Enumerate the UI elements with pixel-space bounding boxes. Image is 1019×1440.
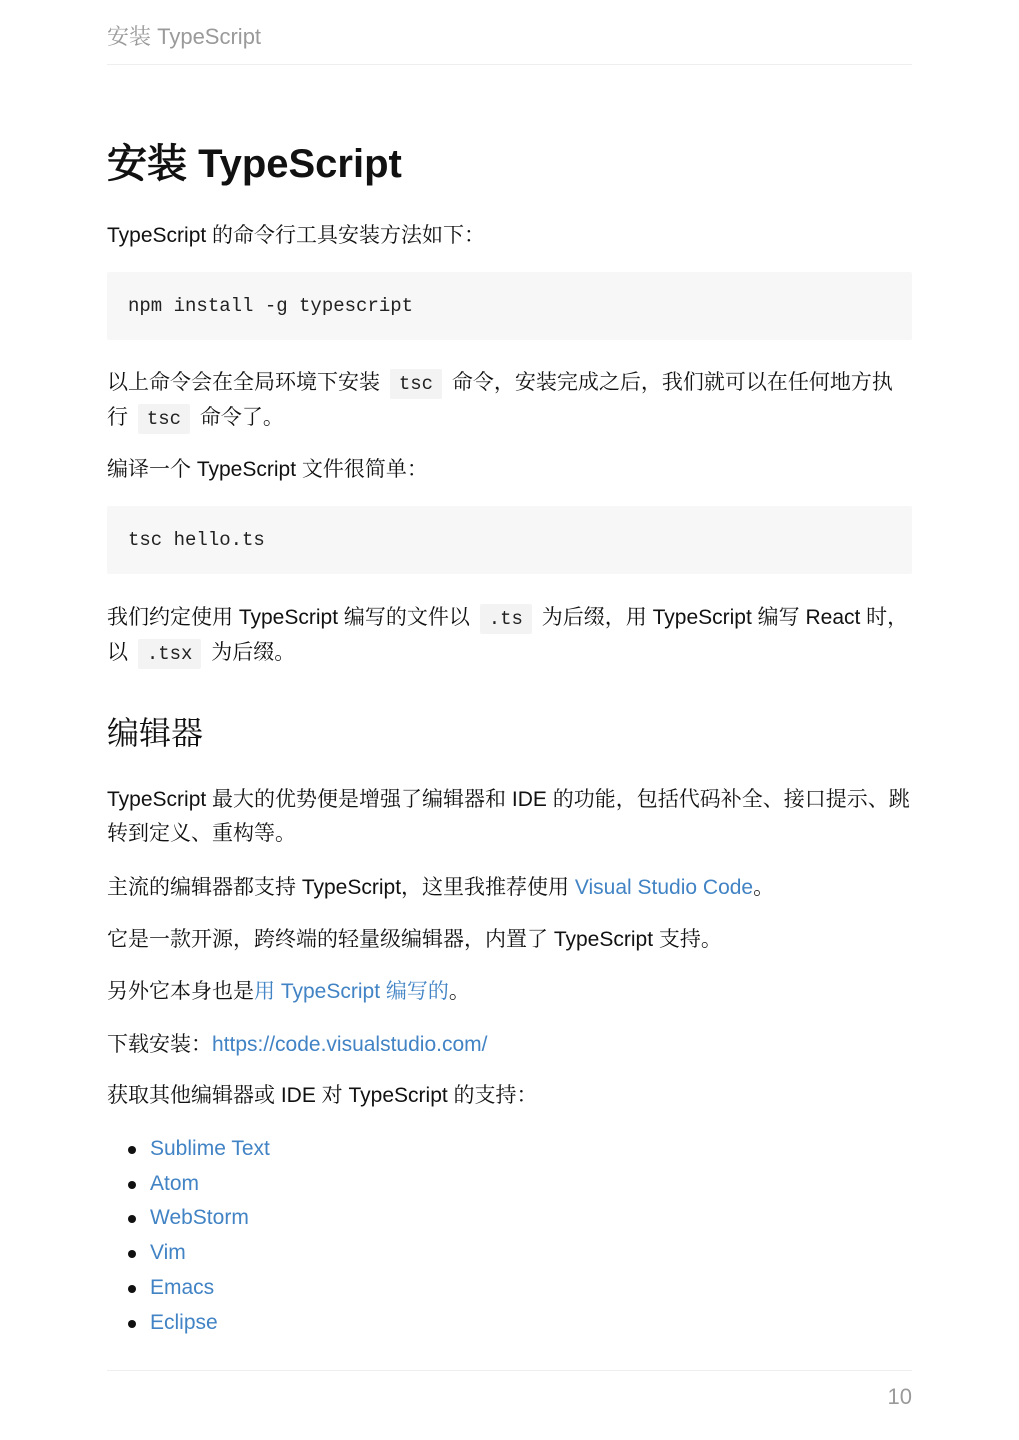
bullet-icon xyxy=(128,1285,136,1293)
written-in-typescript-link[interactable]: 用 TypeScript 编写的 xyxy=(254,980,449,1003)
self-written-text: 另外它本身也是 xyxy=(107,980,254,1003)
global-note-text-2: 命令，安装完成之后，我们就可以在任何地方执行 xyxy=(107,371,893,429)
emacs-link[interactable]: Emacs xyxy=(150,1275,215,1299)
bullet-icon xyxy=(128,1181,136,1189)
footer-divider xyxy=(107,1370,912,1371)
running-header xyxy=(107,22,912,65)
inline-code-tsx: .tsx xyxy=(138,639,202,669)
list-item xyxy=(107,1201,912,1236)
compile-command-block xyxy=(107,506,912,574)
vscode-link[interactable]: Visual Studio Code xyxy=(574,876,754,899)
list-item xyxy=(107,1236,912,1271)
list-item xyxy=(107,1167,912,1202)
editor-heading: 编辑器 xyxy=(107,715,204,751)
bullet-icon xyxy=(128,1320,136,1328)
extension-note-text-1: 我们约定使用 TypeScript 编写的文件以 xyxy=(107,606,470,629)
inline-code-ts: .ts xyxy=(480,604,532,634)
download-text: 下载安装： xyxy=(107,1033,212,1056)
vscode-download-link[interactable]: https://code.visualstudio.com/ xyxy=(212,1033,488,1056)
recommend-suffix: 。 xyxy=(753,876,775,899)
install-command: npm install -g typescript xyxy=(128,295,414,317)
running-header-title: 安装 TypeScript xyxy=(107,24,262,49)
extension-note-text-3: 为后缀。 xyxy=(211,641,296,664)
editor-self-written xyxy=(107,975,912,1009)
atom-link[interactable]: Atom xyxy=(150,1171,200,1195)
extension-note xyxy=(107,601,912,671)
compile-command: tsc hello.ts xyxy=(128,529,265,551)
eclipse-link[interactable]: Eclipse xyxy=(150,1310,218,1334)
global-note-text-1: 以上命令会在全局环境下安装 xyxy=(107,371,380,394)
install-command-block xyxy=(107,272,912,340)
editor-advantage: TypeScript 最大的优势便是增强了编辑器和 IDE 的功能，包括代码补全、接口提示、跳转到定义、重构等。 xyxy=(107,788,910,845)
bullet-icon xyxy=(128,1215,136,1223)
list-item xyxy=(107,1306,912,1341)
bullet-icon xyxy=(128,1146,136,1154)
vim-link[interactable]: Vim xyxy=(150,1241,186,1265)
other-editors-list xyxy=(107,1132,912,1340)
page-number: 10 xyxy=(887,1384,912,1409)
inline-code-tsc: tsc xyxy=(390,369,442,399)
webstorm-link[interactable]: WebStorm xyxy=(150,1206,249,1230)
sublime-text-link[interactable]: Sublime Text xyxy=(150,1137,270,1160)
editor-description: 它是一款开源，跨终端的轻量级编辑器，内置了 TypeScript 支持。 xyxy=(107,928,722,951)
self-written-suffix: 。 xyxy=(448,980,470,1003)
inline-code-tsc-2: tsc xyxy=(138,404,190,434)
recommend-text: 主流的编辑器都支持 TypeScript，这里我推荐使用 xyxy=(107,876,575,899)
global-install-note xyxy=(107,366,912,436)
page-title: 安装 TypeScript xyxy=(107,142,402,186)
list-item xyxy=(107,1132,912,1167)
editor-recommend xyxy=(107,871,912,905)
bullet-icon xyxy=(128,1250,136,1258)
editor-download xyxy=(107,1028,912,1062)
global-note-text-3: 命令了。 xyxy=(199,406,284,429)
install-intro: TypeScript 的命令行工具安装方法如下： xyxy=(107,224,486,247)
compile-intro: 编译一个 TypeScript 文件很简单： xyxy=(107,458,428,481)
list-item xyxy=(107,1271,912,1306)
other-editors-intro: 获取其他编辑器或 IDE 对 TypeScript 的支持： xyxy=(107,1084,538,1107)
extension-note-text-2: 为后缀，用 TypeScript 编写 React 时，以 xyxy=(107,606,909,664)
